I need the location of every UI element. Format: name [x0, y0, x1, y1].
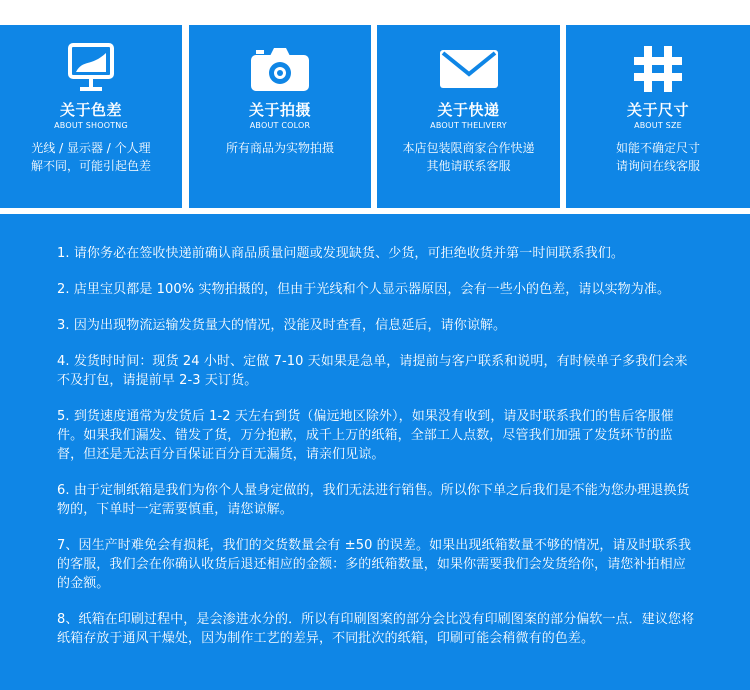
notice-list — [57, 244, 697, 665]
card-title: 关于色差 — [59, 101, 122, 119]
card-subtitle: ABOUT SHOOTNG — [54, 121, 128, 130]
hash-icon — [566, 43, 750, 95]
card-description-line: 其他请联系客服 — [426, 159, 511, 173]
camera-icon — [189, 43, 371, 95]
card-description — [389, 139, 548, 175]
card-subtitle: ABOUT COLOR — [249, 121, 311, 130]
monitor-chart-icon — [0, 43, 182, 95]
notice-item: 7、因生产时难免会有损耗，我们的交货数量会有 ±50 的误差。如果出现纸箱数量不够的情况，请及时联系我的客服，我们会在你确认收货后退还相应的金额：多的纸箱数量，如果你需要我们会发货给你，请您补拍相应的金额。 — [57, 538, 692, 591]
card-title: 关于快递 — [437, 101, 500, 119]
card-description-line: 如能不确定尺寸 — [615, 141, 700, 155]
card-description — [201, 139, 359, 157]
card-color-difference — [0, 25, 182, 208]
card-delivery — [377, 25, 560, 208]
card-subtitle: ABOUT SZE — [634, 121, 682, 130]
card-description-line: 请询问在线客服 — [615, 159, 700, 173]
card-description-line: 解不同，可能引起色差 — [30, 159, 151, 173]
card-size — [566, 25, 750, 208]
notice-item: 1. 请你务必在签收快递前确认商品质量问题或发现缺货、少货，可拒绝收货并第一时间联系我们。 — [57, 246, 625, 261]
card-description — [578, 139, 738, 175]
card-photography — [189, 25, 371, 208]
notice-item: 5. 到货速度通常为发货后 1-2 天左右到货（偏远地区除外），如果没有收到，请及时联系我们的售后客服催件。如果我们漏发、错发了货，万分抱歉，成千上万的纸箱，全部工人点数，尽管我们加强了发货环节的监督，但还是无法百分百保证百分百无漏货，请亲们见谅。 — [57, 409, 674, 462]
card-subtitle: ABOUT THELIVERY — [430, 121, 507, 130]
envelope-icon — [377, 43, 560, 95]
notice-item: 3. 因为出现物流运输发货量大的情况，没能及时查看，信息延后，请你谅解。 — [57, 318, 507, 333]
notice-item: 6. 由于定制纸箱是我们为你个人量身定做的，我们无法进行销售。所以你下单之后我们是不能为您办理退换货物的，下单时一定需要慎重，请您谅解。 — [57, 483, 690, 517]
notice-item: 2. 店里宝贝都是 100% 实物拍摄的，但由于光线和个人显示器原因，会有一些小的色差，请以实物为准。 — [57, 282, 671, 297]
notice-panel — [0, 214, 750, 690]
info-cards — [0, 25, 750, 208]
card-description — [12, 139, 170, 175]
notice-item: 4. 发货时时间：现货 24 小时、定做 7-10 天如果是急单，请提前与客户联系和说明，有时候单子多我们会来不及打包，请提前早 2-3 天订货。 — [57, 354, 688, 388]
card-description-line: 所有商品为实物拍摄 — [225, 141, 334, 155]
card-description-line: 本店包装限商家合作快递 — [402, 141, 535, 155]
card-title: 关于拍摄 — [248, 101, 311, 119]
notice-item: 8、纸箱在印刷过程中，是会渗进水分的．所以有印刷图案的部分会比没有印刷图案的部分偏软一点．建议您将纸箱存放于通风干燥处，因为制作工艺的差异，不同批次的纸箱，印刷可能会稍微有的色差。 — [57, 612, 695, 646]
card-description-line: 光线 / 显示器 / 个人理 — [31, 141, 151, 155]
card-title: 关于尺寸 — [626, 101, 689, 119]
